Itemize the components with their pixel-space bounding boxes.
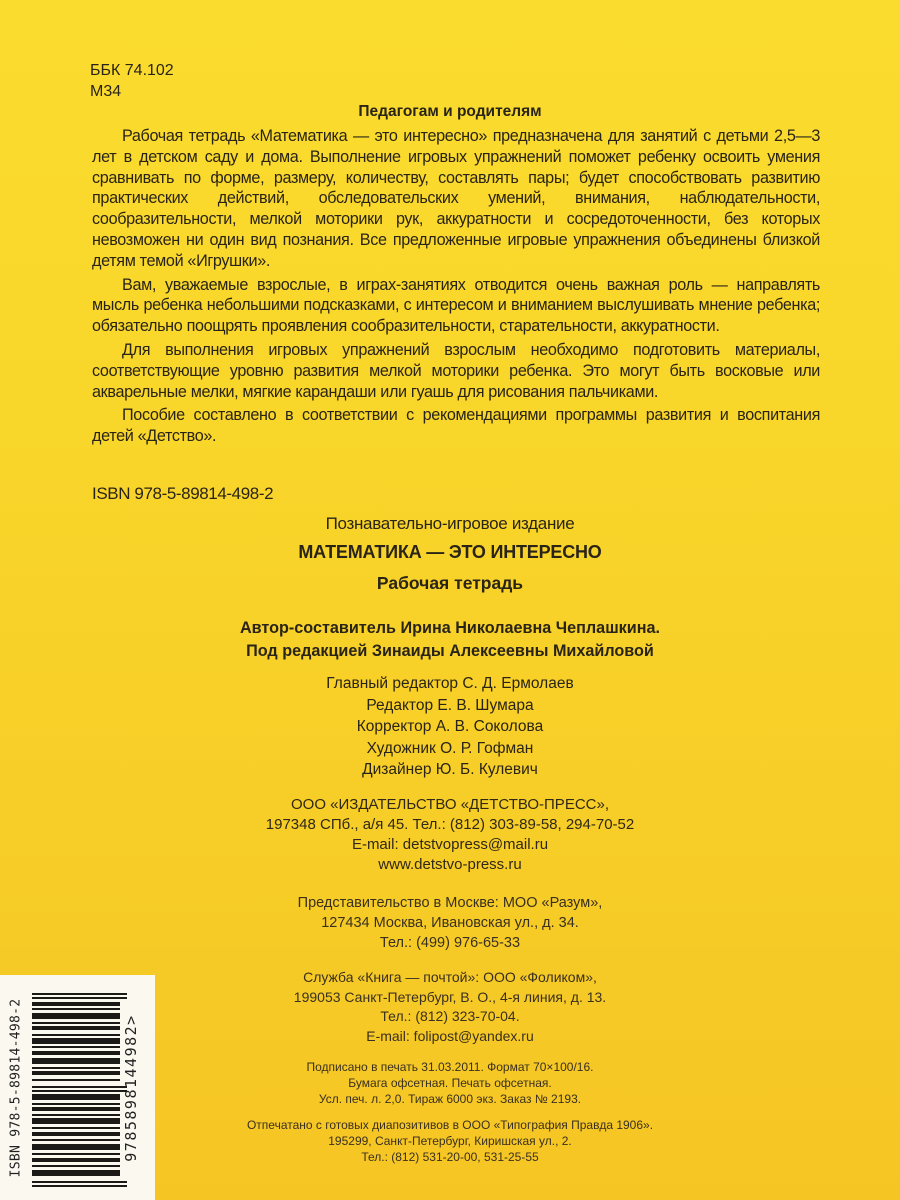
classification-block [90, 60, 174, 102]
author-mark: М34 [90, 83, 122, 100]
annotation-paragraph: Для выполнения игровых упражнений взрослым необходимо подготовить материалы, соответствующие уровню развития мелкой моторики ребенка. Это могут быть восковые или акварельные мелки, мягкие карандаши или гуашь для рисования пальчиками. [92, 340, 820, 401]
print-info-line: Усл. печ. л. 2,0. Тираж 6000 экз. Заказ № 2193. [318, 1092, 582, 1106]
book-subtitle: Рабочая тетрадь [376, 573, 524, 593]
publisher-name: ООО «ИЗДАТЕЛЬСТВО «ДЕТСТВО-ПРЕСС», [290, 796, 609, 813]
printer-line: 195299, Санкт-Петербург, Киришская ул., 2. [328, 1134, 572, 1148]
mail-order-line: Тел.: (812) 323-70-04. [380, 1008, 520, 1024]
mail-order-line: E-mail: folipost@yandex.ru [366, 1027, 534, 1044]
authors-block [0, 617, 900, 663]
moscow-office-block [0, 893, 900, 953]
mail-order-line: Служба «Книга — почтой»: ООО «Фоликом», [303, 969, 597, 985]
print-info-line: Бумага офсетная. Печать офсетная. [348, 1076, 552, 1090]
author-compiler: Автор-составитель Ирина Николаевна Чеплашкина. [239, 619, 661, 637]
isbn-number: ISBN 978-5-89814-498-2 [92, 484, 274, 503]
edition-type: Познавательно-игровое издание [325, 514, 575, 533]
staff-line: Главный редактор С. Д. Ермолаев [326, 675, 574, 692]
publisher-website: www.detstvo-press.ru [378, 856, 522, 873]
staff-line: Художник О. Р. Гофман [366, 739, 534, 757]
annotation-paragraph: Рабочая тетрадь «Математика — это интересно» предназначена для занятий с детьми 2,5—3 лет в детском саду и дома. Выполнение игровых упражнений поможет ребенку освоить умения сравнивать по форме, размеру, количеству, составлять пары; будет способствовать развитию практических действий, обследовательских умений, внимания, наблюдательности, сообразительности, мелкой моторики рук, аккуратности и сосредоточенности, без которых невозможен ни один вид познания. Все предложенные игровые упражнения объединены близкой детям темой «Игрушки». [92, 127, 820, 270]
editorial-staff [0, 673, 900, 781]
annotation-body [92, 126, 820, 450]
barcode-label [0, 975, 155, 1200]
annotation-paragraph: Пособие составлено в соответствии с рекомендациями программы развития и воспитания детей «Детство». [92, 406, 820, 446]
mail-order-line: 199053 Санкт-Петербург, В. О., 4-я линия, д. 13. [293, 988, 607, 1005]
staff-line: Дизайнер Ю. Б. Кулевич [362, 761, 538, 778]
annotation-heading: Педагогам и родителям [358, 103, 542, 120]
staff-line: Корректор А. В. Соколова [356, 718, 544, 735]
print-info-line: Подписано в печать 31.03.2011. Формат 70×100/16. [306, 1060, 594, 1074]
annotation-paragraph: Вам, уважаемые взрослые, в играх-занятиях отводится очень важная роль — направлять мысль ребенка небольшими подсказками, с интересом и вниманием выслушивать мнение ребенка; обязательно поощрять проявления сообразительности, старательности, аккуратности. [92, 275, 820, 336]
bbk-code: ББК 74.102 [90, 62, 174, 79]
barcode-digits: 9785898144982> [122, 1013, 140, 1162]
moscow-office-line: Тел.: (499) 976-65-33 [379, 935, 521, 951]
publisher-address: 197348 СПб., а/я 45. Тел.: (812) 303-89-58, 294-70-52 [265, 816, 635, 833]
publisher-email: E-mail: detstvopress@mail.ru [351, 836, 549, 853]
moscow-office-line: 127434 Москва, Ивановская ул., д. 34. [321, 915, 579, 931]
printer-line: Тел.: (812) 531-20-00, 531-25-55 [361, 1150, 539, 1164]
moscow-office-line: Представительство в Москве: МОО «Разум», [297, 895, 603, 911]
printer-line: Отпечатано с готовых диапозитивов в ООО «Типография Правда 1906». [246, 1118, 654, 1132]
publisher-block [0, 795, 900, 875]
book-title: МАТЕМАТИКА — ЭТО ИНТЕРЕСНО [298, 542, 602, 562]
staff-line: Редактор Е. В. Шумара [366, 696, 534, 714]
barcode-isbn-text: ISBN 978-5-89814-498-2 [8, 998, 24, 1177]
author-editor: Под редакцией Зинаиды Алексеевны Михайловой [246, 642, 654, 660]
barcode-icon [32, 993, 120, 1188]
